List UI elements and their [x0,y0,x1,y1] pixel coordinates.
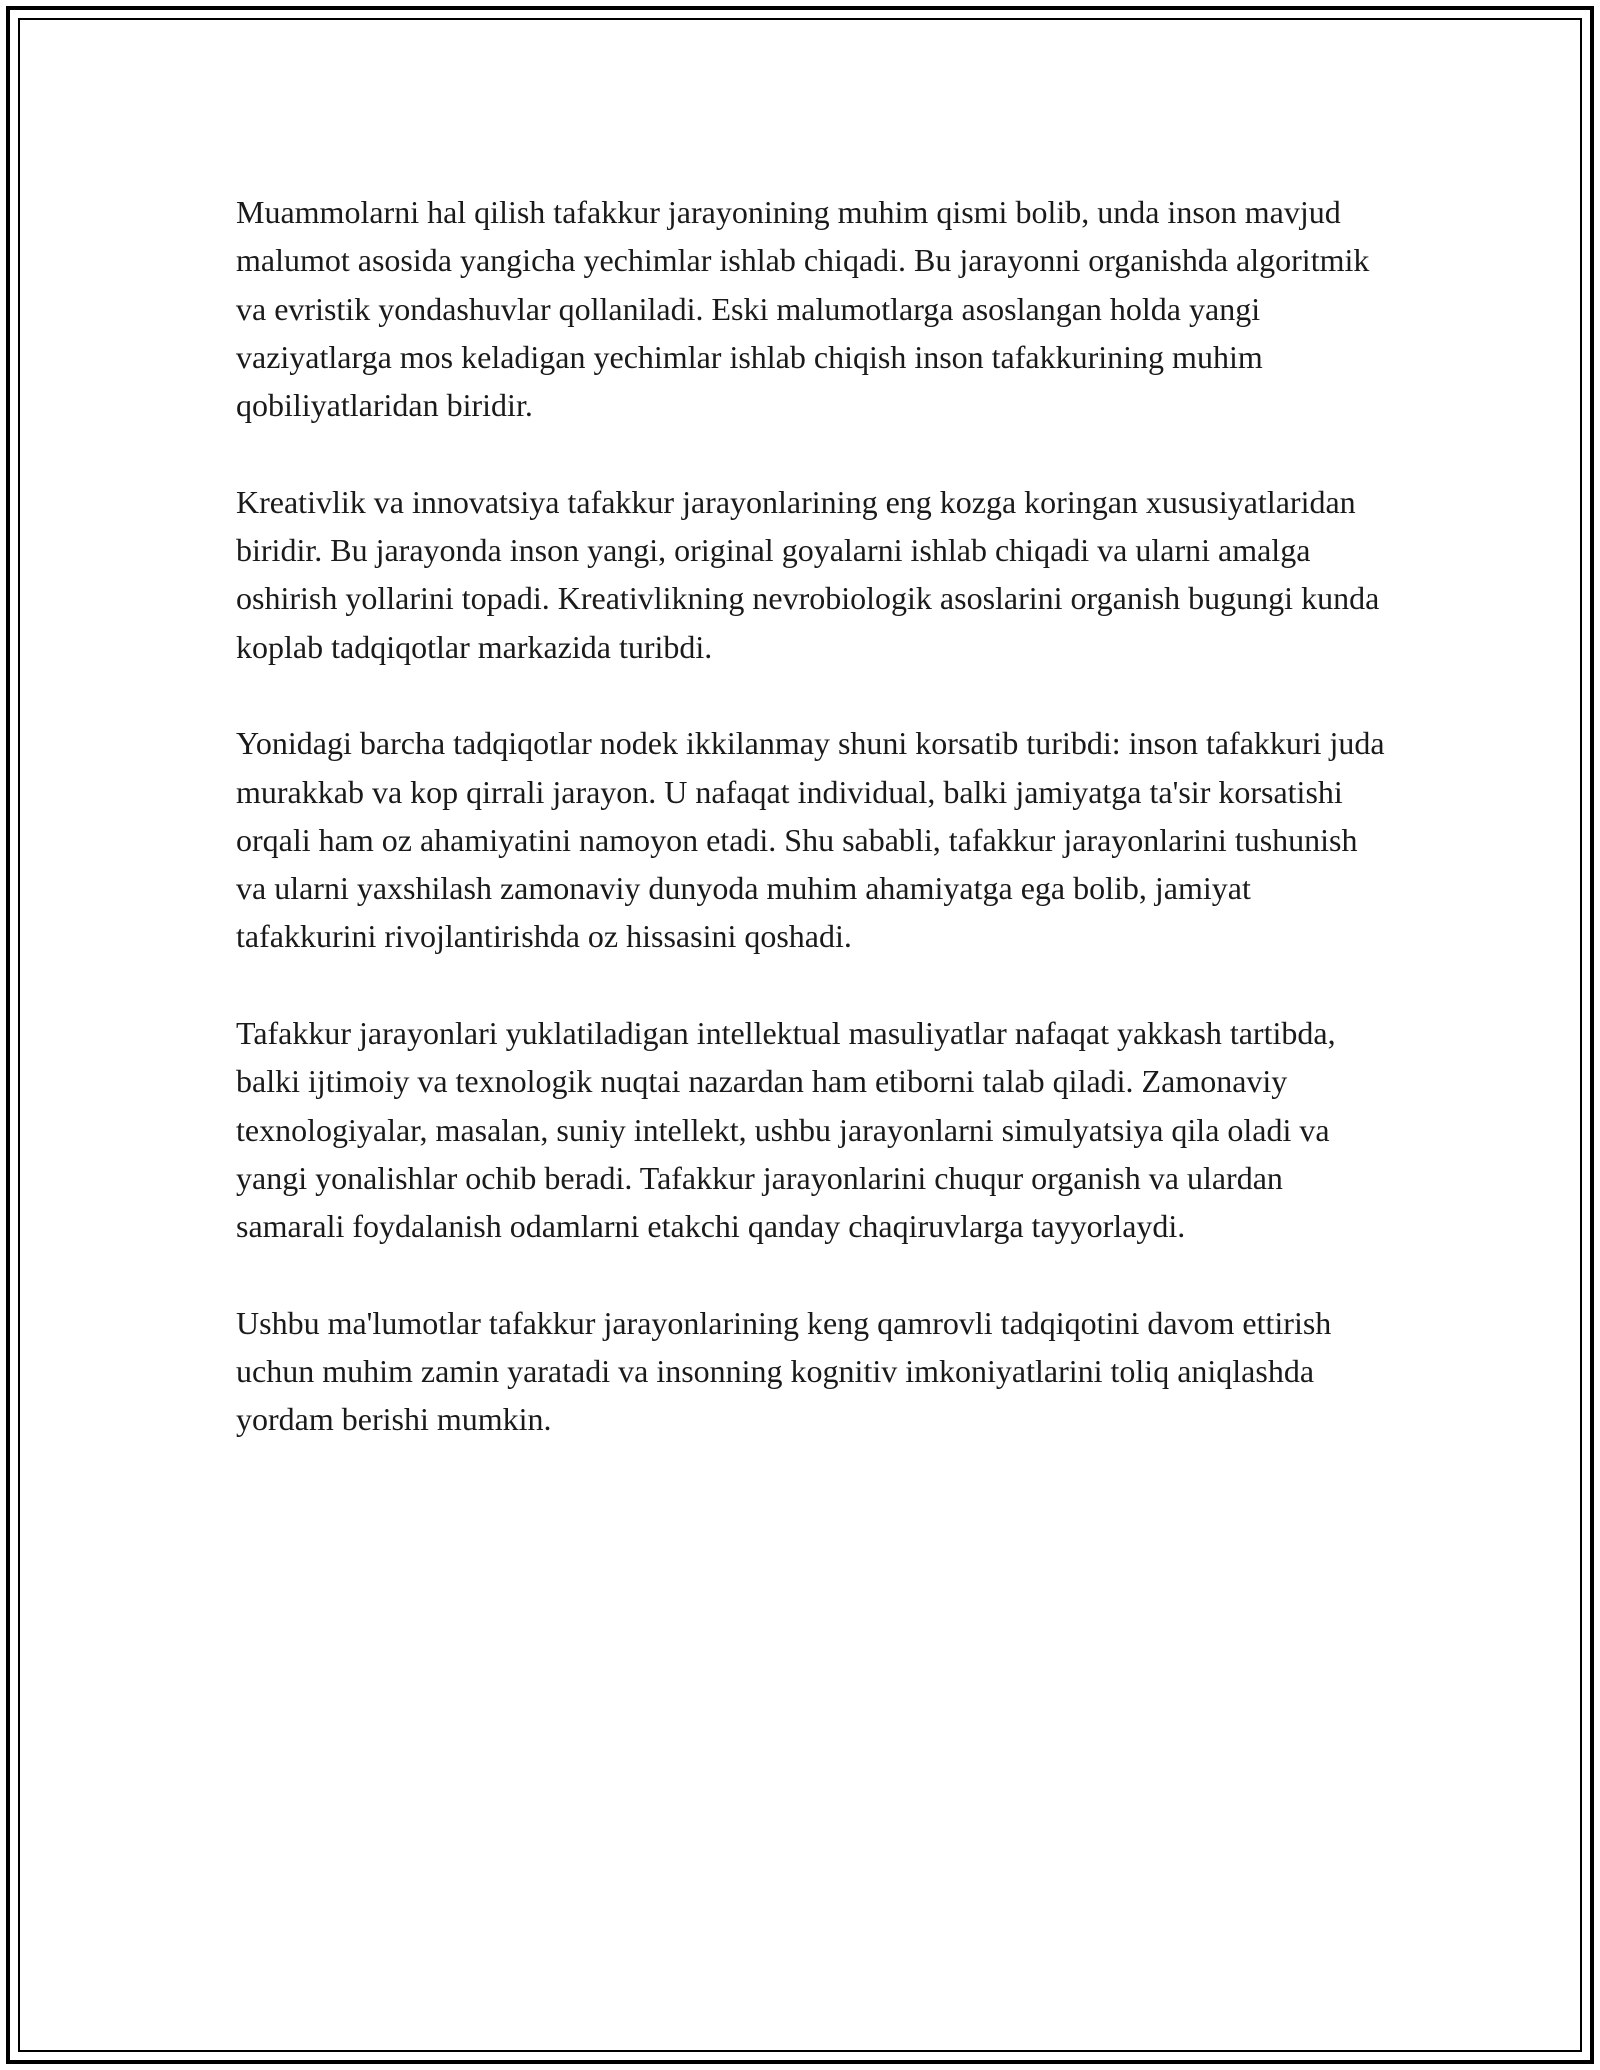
document-body [236,188,1386,1492]
paragraph-creativity: Kreativlik va innovatsiya tafakkur jarayonlarining eng kozga koringan xususiyatlaridan biridir. Bu jarayonda inson yangi, original goyalarni ishlab chiqadi va ularni amalga oshirish yollarini topadi. Kreativlikning nevrobiologik asoslarini organish bugungi kunda koplab tadqiqotlar markazida turibdi. [236,483,1380,665]
paragraph-problem-solving: Muammolarni hal qilish tafakkur jarayonining muhim qismi bolib, unda inson mavjud malumot asosida yangicha yechimlar ishlab chiqadi. Bu jarayonni organishda algoritmik va evristik yondashuvlar qollaniladi. Eski malumotlarga asoslangan holda yangi vaziyatlarga mos keladigan yechimlar ishlab chiqish inson tafakkurining muhim qobiliyatlaridan biridir. [236,194,1370,424]
paragraph-intellectual-responsibilities: Tafakkur jarayonlari yuklatiladigan intellektual masuliyatlar nafaqat yakkash tartibda, balki ijtimoiy va texnologik nuqtai nazardan ham etiborni talab qiladi. Zamonaviy texnologiyalar, masalan, suniy intellekt, ushbu jarayonlarni simulyatsiya qila oladi va yangi yonalishlar ochib beradi. Tafakkur jarayonlarini chuqur organish va ulardan samarali foydalanish odamlarni etakchi qanday chaqiruvlarga tayyorlaydi. [236,1015,1336,1245]
paragraph-conclusion: Ushbu ma'lumotlar tafakkur jarayonlarining keng qamrovli tadqiqotini davom ettirish uchun muhim zamin yaratadi va insonning kognitiv imkoniyatlarini toliq aniqlashda yordam berishi mumkin. [236,1304,1332,1438]
paragraph-research-findings: Yonidagi barcha tadqiqotlar nodek ikkilanmay shuni korsatib turibdi: inson tafakkuri juda murakkab va kop qirrali jarayon. U nafaqat individual, balki jamiyatga ta'sir korsatishi orqali ham oz ahamiyatini namoyon etadi. Shu sababli, tafakkur jarayonlarini tushunish va ularni yaxshilash zamonaviy dunyoda muhim ahamiyatga ega bolib, jamiyat tafakkurini rivojlantirishda oz hissasini qoshadi. [236,725,1385,955]
